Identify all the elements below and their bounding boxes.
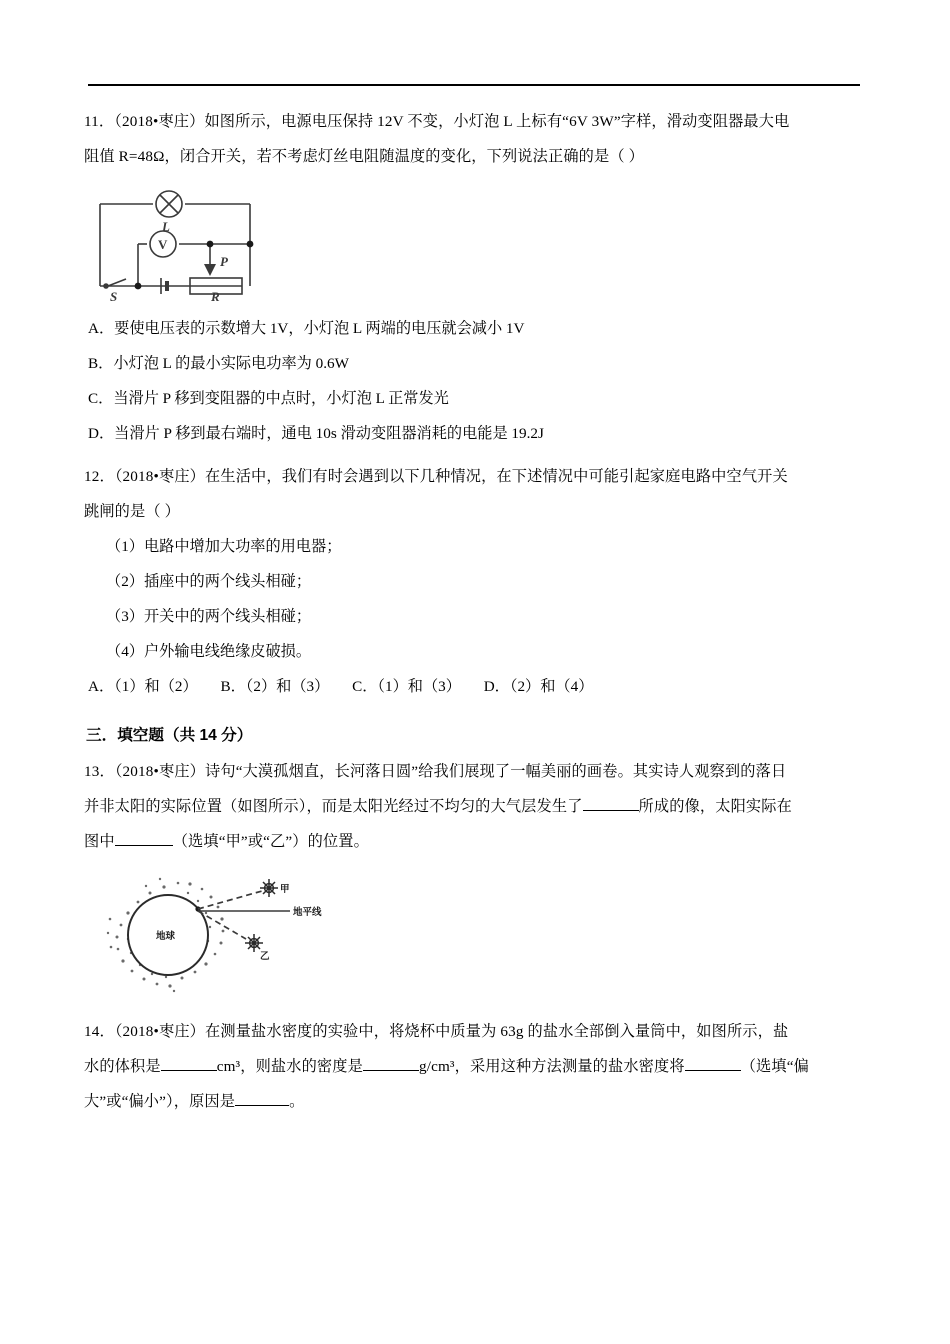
question-14-line2-text-b: cm³，则盐水的密度是 <box>216 1058 363 1075</box>
question-14-line3-text-a: 大”或“偏小”），原因是 <box>84 1093 236 1110</box>
question-12-item-2: （2）插座中的两个线头相碰； <box>106 573 312 590</box>
answer-blank-14-1[interactable] <box>161 1070 217 1071</box>
question-12-stem-line2: 跳闸的是（ ） <box>84 503 180 520</box>
question-14-line2-text-d: （选填“偏 <box>740 1058 809 1075</box>
answer-blank-13-2[interactable] <box>115 845 173 846</box>
question-13-line3-text-a: 图中 <box>84 833 115 850</box>
question-13-line2-text-a: 并非太阳的实际位置（如图所示），而是太阳光经过不均匀的大气层发生了 <box>84 798 583 815</box>
earth-atmosphere-svg <box>94 873 354 998</box>
switch-label: S <box>110 289 118 301</box>
question-14-line3-text-b: 。 <box>289 1093 305 1110</box>
earth-label: 地球 <box>156 931 176 942</box>
sun-upper-symbol <box>260 879 278 897</box>
answer-blank-14-3[interactable] <box>685 1070 741 1071</box>
question-12 <box>84 459 870 704</box>
answer-blank-14-4[interactable] <box>235 1105 289 1106</box>
junction-dot-upper <box>207 241 214 248</box>
question-11-option-c: C．当滑片 P 移到变阻器的中点时，小灯泡 L 正常发光 <box>88 390 449 407</box>
header-divider-rule <box>88 84 860 86</box>
spacer <box>84 1006 870 1014</box>
question-12-item-3: （3）开关中的两个线头相碰； <box>106 608 312 625</box>
question-13 <box>84 754 870 998</box>
circuit-diagram-svg <box>90 186 360 301</box>
question-14-line1: 14．（2018•枣庄）在测量盐水密度的实验中，将烧杯中质量为 63g 的盐水全部倒入量筒中，如图所示，盐 <box>84 1023 789 1040</box>
lamp-symbol <box>156 191 182 217</box>
question-14-line2-text-a: 水的体积是 <box>84 1058 161 1075</box>
junction-dot-lower <box>135 283 142 290</box>
question-11 <box>84 104 870 451</box>
question-12-item-1: （1）电路中增加大功率的用电器； <box>106 538 342 555</box>
circuit-diagram-figure <box>90 186 360 301</box>
question-14 <box>84 1014 870 1119</box>
question-11-stem-line2: 阻值 R=48Ω，闭合开关，若不考虑灯丝电阻随温度的变化，下列说法正确的是（ ） <box>84 148 644 165</box>
slider-label: P <box>220 254 228 269</box>
question-13-line3-text-b: （选填“甲”或“乙”）的位置。 <box>172 833 369 850</box>
question-13-line2 <box>84 789 870 824</box>
question-12-stem-line1: 12．（2018•枣庄）在生活中，我们有时会遇到以下几种情况，在下述情况中可能引起家庭电路中空气开关 <box>84 468 788 485</box>
answer-blank-14-2[interactable] <box>363 1070 419 1071</box>
voltmeter-label: V <box>158 237 168 252</box>
lamp-label: L <box>162 219 170 234</box>
question-13-line1: 13．（2018•枣庄）诗句“大漠孤烟直，长河落日圆”给我们展现了一幅美丽的画卷。其实诗人观察到的落日 <box>84 763 787 780</box>
page-content <box>84 104 870 1119</box>
earth-atmosphere-figure <box>94 873 354 998</box>
sun-upper-label: 甲 <box>280 884 290 895</box>
junction-dot-right <box>247 241 254 248</box>
question-13-line2-text-b: 所成的像，太阳实际在 <box>638 798 792 815</box>
section-heading-fill-in-blank: 三．填空题（共 14 分） <box>86 727 253 744</box>
question-11-option-b: B．小灯泡 L 的最小实际电功率为 0.6W <box>88 355 349 372</box>
answer-blank-13-1[interactable] <box>583 810 639 811</box>
sun-lower-symbol <box>245 934 263 952</box>
horizon-label: 地平线 <box>293 907 322 918</box>
question-12-options-row: A．（1）和（2） B．（2）和（3） C．（1）和（3） D．（2）和（4） <box>88 678 594 695</box>
slider-arrow <box>204 264 216 276</box>
sight-line-to-sun-upper <box>198 891 262 909</box>
spacer <box>84 451 870 459</box>
question-12-item-4: （4）户外输电线绝缘皮破损。 <box>106 643 312 660</box>
question-13-line3 <box>84 824 870 859</box>
question-11-option-d: D．当滑片 P 移到最右端时，通电 10s 滑动变阻器消耗的电能是 19.2J <box>88 425 544 442</box>
question-11-option-a: A．要使电压表的示数增大 1V，小灯泡 L 两端的电压就会减小 1V <box>88 320 525 337</box>
question-11-stem-line1: 11．（2018•枣庄）如图所示，电源电压保持 12V 不变，小灯泡 L 上标有“6V 3W”字样，滑动变阻器最大电 <box>84 113 790 130</box>
question-14-line2-text-c: g/cm³，采用这种方法测量的盐水密度将 <box>418 1058 685 1075</box>
spacer <box>84 704 870 718</box>
question-14-line2 <box>84 1049 870 1084</box>
sun-lower-label: 乙 <box>260 951 270 962</box>
rheostat-label: R <box>211 289 220 301</box>
question-14-line3 <box>84 1084 870 1119</box>
